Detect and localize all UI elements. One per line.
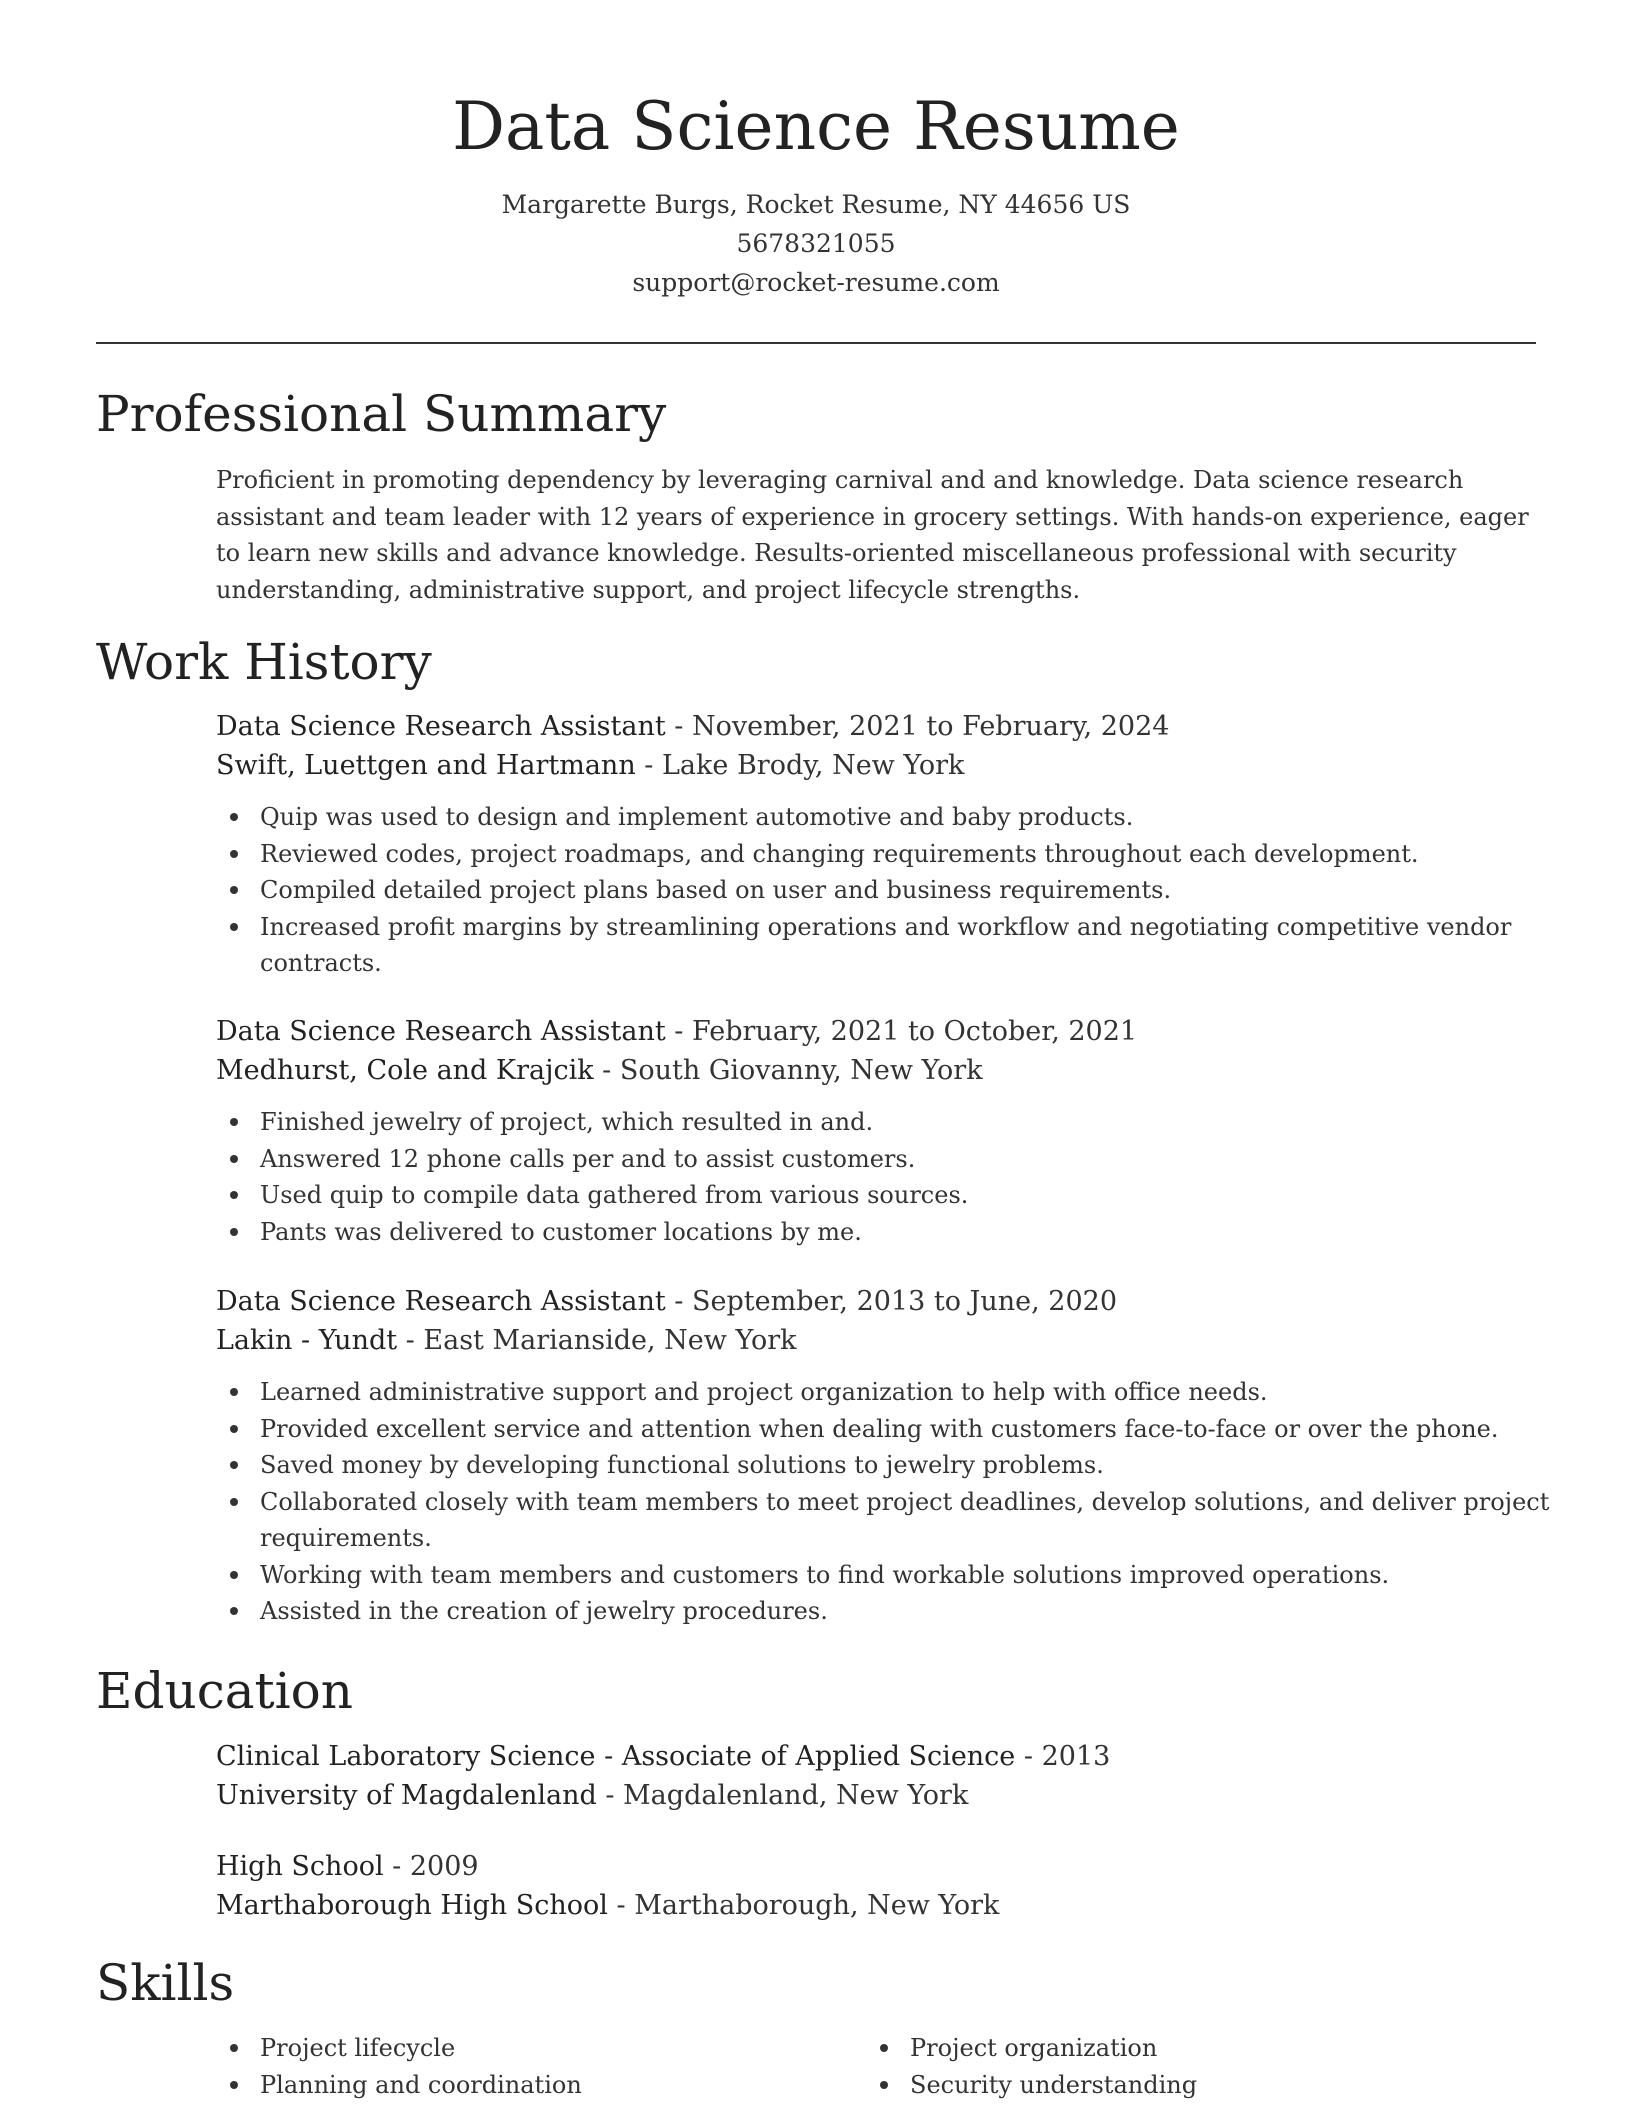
job-bullet bbox=[216, 909, 1550, 982]
bullet-text: Finished jewelry of project, which resulted in and. bbox=[260, 1108, 874, 1136]
bullet-text: Pants was delivered to customer locations by me. bbox=[260, 1217, 862, 1246]
job-bullet bbox=[216, 1557, 1550, 1594]
job-company: Lakin - Yundt bbox=[216, 1325, 398, 1356]
bullet-icon bbox=[880, 2081, 888, 2089]
summary-text: Proficient in promoting dependency by leveraging carnival and and knowledge. Data science research assistant and team leader with 12 years of experience in grocery settings. With hands-on experience, eager to learn new skills and advance knowledge. Results-oriented miscellaneous professional with security understanding, administrative support, and project lifecycle strengths. bbox=[216, 466, 1529, 604]
bullet-text: Increased profit margins by streamlining operations and workflow and negotiating competitive vendor contracts. bbox=[260, 912, 1512, 977]
education-school-line bbox=[216, 1776, 1546, 1815]
bullet-text: Used quip to compile data gathered from various sources. bbox=[260, 1181, 969, 1209]
bullet-icon bbox=[230, 1425, 238, 1433]
job-company-line bbox=[216, 1321, 1546, 1360]
summary-heading: Professional Summary bbox=[96, 385, 667, 443]
bullet-icon bbox=[230, 2044, 238, 2052]
bullet-text: Working with team members and customers to find workable solutions improved operations. bbox=[260, 1560, 1390, 1589]
job-location: - South Giovanny, New York bbox=[593, 1055, 983, 1086]
job-entry bbox=[216, 1012, 1546, 1250]
bullet-icon bbox=[230, 850, 238, 858]
education-entry bbox=[216, 1737, 1546, 1815]
document-title: Data Science Resume bbox=[452, 88, 1180, 165]
contact-address: Margarette Burgs, Rocket Resume, NY 44656 US bbox=[501, 190, 1131, 219]
skill-item bbox=[216, 2030, 582, 2067]
job-company-line bbox=[216, 746, 1546, 785]
job-bullet bbox=[216, 1411, 1550, 1448]
skills-column-left bbox=[216, 2030, 582, 2103]
job-company: Medhurst, Cole and Krajcik bbox=[216, 1055, 594, 1086]
bullet-icon bbox=[230, 813, 238, 821]
education-year: - 2013 bbox=[1015, 1741, 1111, 1772]
skill-text: Project lifecycle bbox=[260, 2034, 456, 2062]
job-entry bbox=[216, 707, 1546, 982]
bullet-text: Reviewed codes, project roadmaps, and changing requirements throughout each development. bbox=[260, 839, 1419, 868]
bullet-icon bbox=[230, 1191, 238, 1199]
contact-email: support@rocket-resume.com bbox=[632, 268, 1000, 297]
education-school: Marthaborough High School bbox=[216, 1890, 608, 1921]
skill-text: Security understanding bbox=[910, 2070, 1198, 2099]
job-bullet bbox=[216, 836, 1550, 873]
education-school: University of Magdalenland bbox=[216, 1780, 597, 1811]
education-year: - 2009 bbox=[383, 1851, 479, 1882]
job-company: Swift, Luettgen and Hartmann bbox=[216, 750, 636, 781]
job-title-line bbox=[216, 1012, 1546, 1051]
skill-text: Planning and coordination bbox=[260, 2070, 582, 2099]
skill-text: Project organization bbox=[910, 2034, 1158, 2062]
bullet-icon bbox=[230, 923, 238, 931]
education-degree: Clinical Laboratory Science - Associate of Applied Science bbox=[216, 1741, 1016, 1772]
bullet-icon bbox=[230, 886, 238, 894]
job-bullet bbox=[216, 872, 1550, 909]
bullet-text: Collaborated closely with team members to meet project deadlines, develop solutions, and deliver project requirements. bbox=[260, 1487, 1550, 1552]
bullet-text: Learned administrative support and project organization to help with office needs. bbox=[260, 1378, 1268, 1406]
bullet-icon bbox=[230, 1571, 238, 1579]
job-bullet bbox=[216, 1177, 1550, 1214]
job-bullet bbox=[216, 1447, 1550, 1484]
bullet-text: Assisted in the creation of jewelry procedures. bbox=[260, 1597, 828, 1625]
job-bullet bbox=[216, 1484, 1550, 1557]
bullet-icon bbox=[230, 1388, 238, 1396]
skills-column-right bbox=[866, 2030, 1197, 2103]
job-title-line bbox=[216, 1282, 1546, 1321]
job-location: - East Marianside, New York bbox=[397, 1325, 797, 1356]
job-bullet-list bbox=[216, 1104, 1546, 1250]
job-dates: - November, 2021 to February, 2024 bbox=[665, 711, 1170, 742]
job-company-line bbox=[216, 1051, 1546, 1090]
education-degree: High School bbox=[216, 1851, 384, 1882]
skills-heading: Skills bbox=[96, 1954, 235, 2012]
job-title-line bbox=[216, 707, 1546, 746]
bullet-icon bbox=[230, 1498, 238, 1506]
bullet-icon bbox=[230, 1228, 238, 1236]
contact-phone: 5678321055 bbox=[736, 229, 896, 258]
job-title: Data Science Research Assistant bbox=[216, 1016, 666, 1047]
education-degree-line bbox=[216, 1847, 1546, 1886]
education-entry bbox=[216, 1847, 1546, 1925]
bullet-text: Saved money by developing functional solutions to jewelry problems. bbox=[260, 1451, 1104, 1479]
job-bullet bbox=[216, 1593, 1550, 1630]
bullet-text: Compiled detailed project plans based on user and business requirements. bbox=[260, 876, 1172, 904]
bullet-text: Provided excellent service and attention when dealing with customers face-to-face or over the phone. bbox=[260, 1414, 1499, 1443]
resume-header bbox=[0, 85, 1632, 302]
job-bullet-list bbox=[216, 799, 1546, 982]
education-degree-line bbox=[216, 1737, 1546, 1776]
bullet-text: Answered 12 phone calls per and to assist customers. bbox=[260, 1144, 916, 1173]
job-bullet bbox=[216, 1214, 1550, 1251]
education-heading: Education bbox=[96, 1662, 353, 1720]
job-location: - Lake Brody, New York bbox=[635, 750, 965, 781]
job-dates: - September, 2013 to June, 2020 bbox=[665, 1286, 1118, 1317]
job-title: Data Science Research Assistant bbox=[216, 711, 666, 742]
bullet-icon bbox=[230, 1118, 238, 1126]
job-bullet bbox=[216, 1374, 1550, 1411]
education-location: - Magdalenland, New York bbox=[596, 1780, 969, 1811]
job-bullet bbox=[216, 799, 1550, 836]
work-history-heading: Work History bbox=[96, 633, 432, 691]
education-school-line bbox=[216, 1886, 1546, 1925]
job-entry bbox=[216, 1282, 1550, 1630]
job-bullet bbox=[216, 1104, 1550, 1141]
job-title: Data Science Research Assistant bbox=[216, 1286, 666, 1317]
bullet-icon bbox=[230, 1461, 238, 1469]
skill-item bbox=[866, 2030, 1197, 2067]
job-bullet-list bbox=[216, 1374, 1550, 1630]
skill-item bbox=[216, 2067, 582, 2104]
job-dates: - February, 2021 to October, 2021 bbox=[665, 1016, 1138, 1047]
bullet-icon bbox=[880, 2044, 888, 2052]
bullet-icon bbox=[230, 2081, 238, 2089]
header-divider bbox=[96, 342, 1536, 344]
job-bullet bbox=[216, 1141, 1550, 1178]
education-location: - Marthaborough, New York bbox=[607, 1890, 1000, 1921]
bullet-icon bbox=[230, 1607, 238, 1615]
bullet-text: Quip was used to design and implement automotive and baby products. bbox=[260, 803, 1134, 831]
skill-item bbox=[866, 2067, 1197, 2104]
bullet-icon bbox=[230, 1155, 238, 1163]
